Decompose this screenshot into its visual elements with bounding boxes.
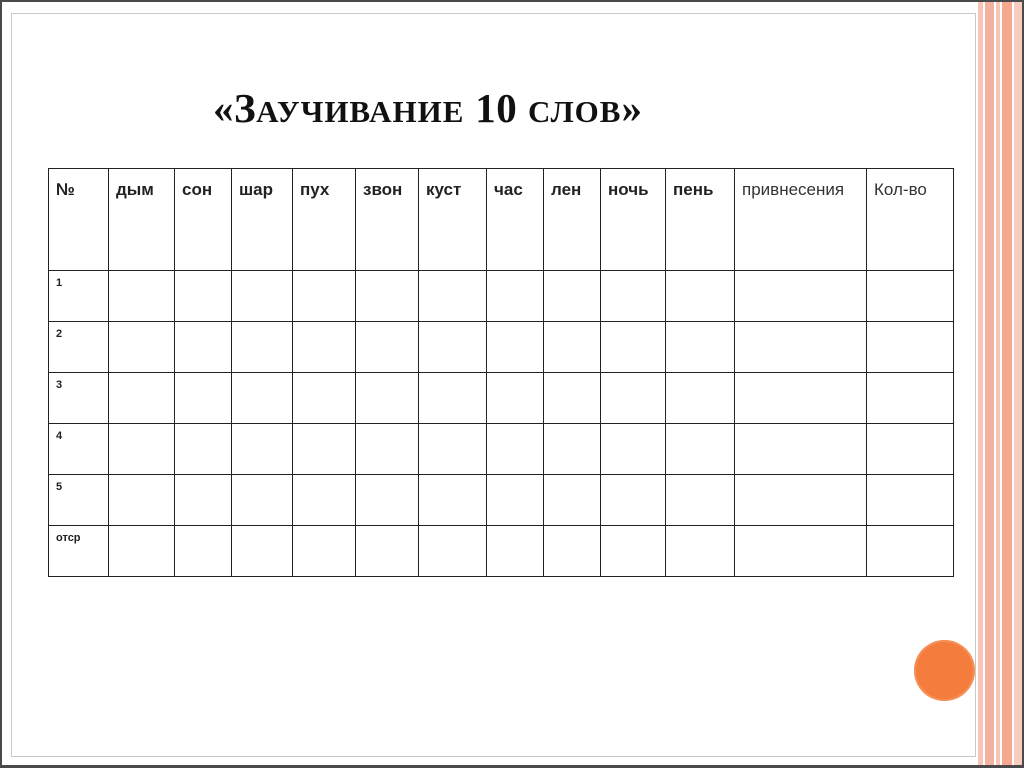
table-cell[interactable] [175, 475, 232, 526]
table-cell[interactable] [419, 526, 487, 577]
table-cell[interactable] [666, 475, 735, 526]
table-cell[interactable] [867, 322, 954, 373]
table-cell[interactable] [544, 475, 601, 526]
table-cell[interactable] [175, 526, 232, 577]
table-cell[interactable] [487, 424, 544, 475]
row-label: 2 [49, 322, 109, 373]
header-cell-word: сон [175, 169, 232, 271]
table-cell[interactable] [356, 271, 419, 322]
table-cell[interactable] [487, 526, 544, 577]
table-cell[interactable] [109, 322, 175, 373]
table-cell[interactable] [735, 322, 867, 373]
table-cell[interactable] [601, 475, 666, 526]
accent-circle [914, 640, 975, 701]
row-label: 5 [49, 475, 109, 526]
table-header-row [49, 169, 954, 271]
table-cell[interactable] [175, 322, 232, 373]
table-cell[interactable] [175, 373, 232, 424]
header-cell-word: пух [293, 169, 356, 271]
table-cell[interactable] [232, 424, 293, 475]
table-cell[interactable] [735, 373, 867, 424]
decor-stripe [1014, 0, 1022, 768]
table-cell[interactable] [666, 424, 735, 475]
table-body [49, 271, 954, 577]
table-cell[interactable] [544, 424, 601, 475]
table-cell[interactable] [601, 526, 666, 577]
table-cell[interactable] [666, 373, 735, 424]
table-cell[interactable] [601, 322, 666, 373]
words-table [48, 168, 954, 577]
table-row [49, 271, 954, 322]
header-cell-word: час [487, 169, 544, 271]
table-cell[interactable] [293, 322, 356, 373]
header-cell-word: пень [666, 169, 735, 271]
table-cell[interactable] [544, 526, 601, 577]
table-cell[interactable] [487, 373, 544, 424]
header-cell-additions: привнесения [735, 169, 867, 271]
table-cell[interactable] [544, 271, 601, 322]
table-cell[interactable] [293, 271, 356, 322]
table-cell[interactable] [601, 424, 666, 475]
table-cell[interactable] [601, 271, 666, 322]
table-cell[interactable] [175, 424, 232, 475]
table-row [49, 526, 954, 577]
decor-stripe [985, 0, 994, 768]
header-cell-word: лен [544, 169, 601, 271]
table-cell[interactable] [735, 526, 867, 577]
row-label: 3 [49, 373, 109, 424]
table-cell[interactable] [175, 271, 232, 322]
table-row [49, 475, 954, 526]
table-cell[interactable] [109, 271, 175, 322]
slide-title [213, 84, 642, 132]
title-suffix: » [621, 85, 643, 131]
table-cell[interactable] [601, 373, 666, 424]
decor-stripe [996, 0, 1000, 768]
table-cell[interactable] [293, 424, 356, 475]
table-cell[interactable] [232, 271, 293, 322]
table-cell[interactable] [419, 373, 487, 424]
row-label: отср [49, 526, 109, 577]
table-cell[interactable] [487, 475, 544, 526]
title-word: СЛОВ [527, 94, 622, 129]
table-cell[interactable] [232, 373, 293, 424]
table-cell[interactable] [356, 475, 419, 526]
table-cell[interactable] [867, 424, 954, 475]
decor-stripe [978, 0, 983, 768]
header-cell-word: дым [109, 169, 175, 271]
table-cell[interactable] [487, 322, 544, 373]
decor-stripe [1002, 0, 1012, 768]
header-cell-word: звон [356, 169, 419, 271]
row-label: 4 [49, 424, 109, 475]
title-rest: АУЧИВАНИЕ [256, 94, 465, 129]
table-cell[interactable] [487, 271, 544, 322]
table-cell[interactable] [419, 475, 487, 526]
header-cell-word: шар [232, 169, 293, 271]
table-row [49, 424, 954, 475]
table-cell[interactable] [666, 322, 735, 373]
table-cell[interactable] [735, 475, 867, 526]
table-cell[interactable] [867, 526, 954, 577]
table-cell[interactable] [232, 526, 293, 577]
title-number: 10 [475, 85, 518, 131]
table-cell[interactable] [666, 526, 735, 577]
row-label: 1 [49, 271, 109, 322]
table-cell[interactable] [419, 322, 487, 373]
table-cell[interactable] [735, 424, 867, 475]
table-cell[interactable] [232, 322, 293, 373]
table-cell[interactable] [867, 475, 954, 526]
table-cell[interactable] [356, 424, 419, 475]
table-cell[interactable] [356, 373, 419, 424]
table-cell[interactable] [666, 271, 735, 322]
table-cell[interactable] [419, 424, 487, 475]
table-cell[interactable] [544, 373, 601, 424]
table-cell[interactable] [109, 475, 175, 526]
table-cell[interactable] [356, 322, 419, 373]
table-cell[interactable] [867, 271, 954, 322]
header-cell-word: куст [419, 169, 487, 271]
table-cell[interactable] [293, 475, 356, 526]
table-cell[interactable] [419, 271, 487, 322]
table-cell[interactable] [109, 424, 175, 475]
table-row [49, 322, 954, 373]
table-cell[interactable] [109, 373, 175, 424]
table-cell[interactable] [735, 271, 867, 322]
table-cell[interactable] [867, 373, 954, 424]
header-cell-number: № [49, 169, 109, 271]
header-cell-count: Кол-во [867, 169, 954, 271]
table-cell[interactable] [109, 526, 175, 577]
table-cell[interactable] [232, 475, 293, 526]
table-cell[interactable] [356, 526, 419, 577]
title-prefix: «З [213, 85, 257, 131]
header-cell-word: ночь [601, 169, 666, 271]
table-row [49, 373, 954, 424]
table-cell[interactable] [544, 322, 601, 373]
table-cell[interactable] [293, 373, 356, 424]
table-cell[interactable] [293, 526, 356, 577]
